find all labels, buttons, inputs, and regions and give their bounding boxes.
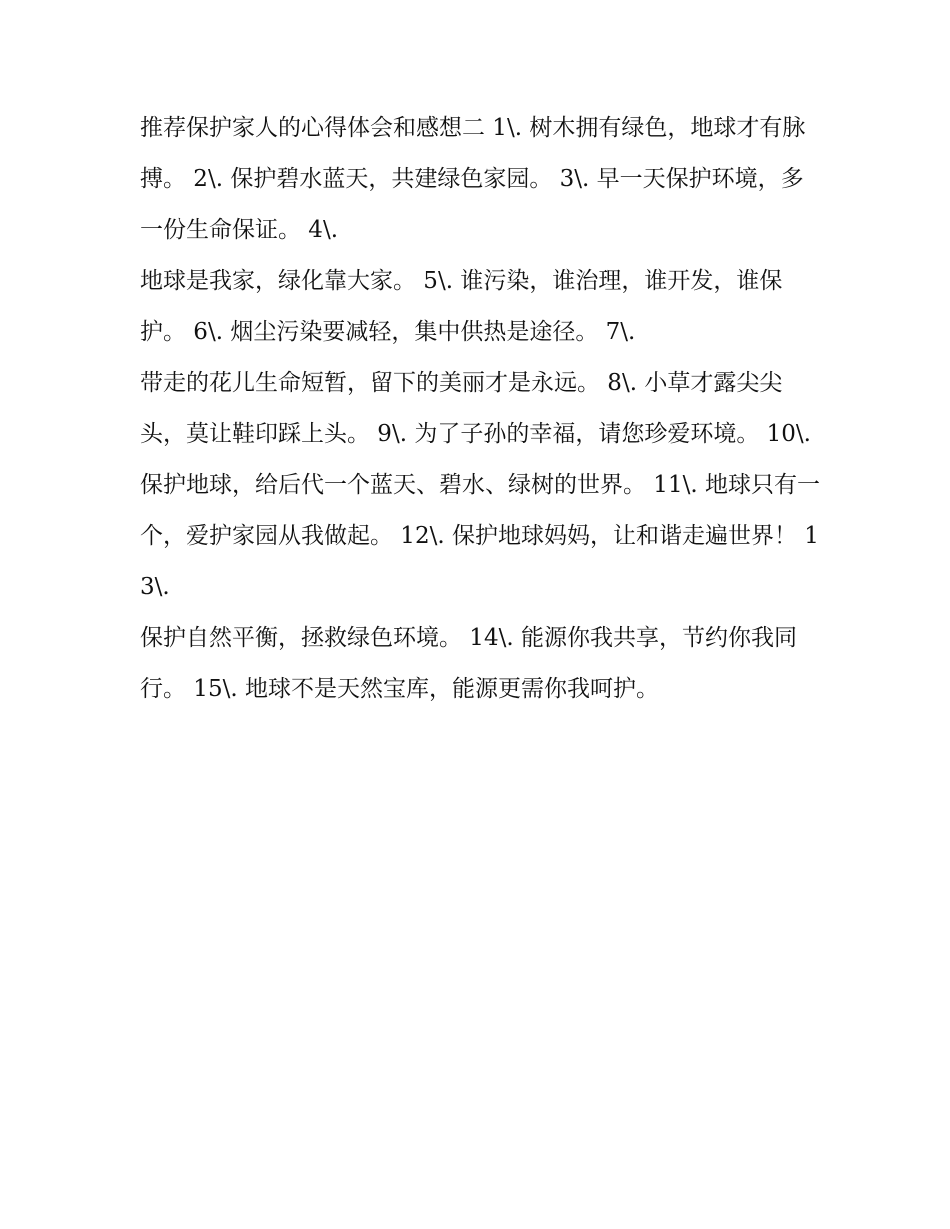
paragraph-2: 地球是我家，绿化靠大家。 5\. 谁污染，谁治理，谁开发，谁保护。 6\. 烟尘污染要减轻，集中供热是途径。 7\. [140, 268, 783, 345]
paragraph-4: 保护地球，给后代一个蓝天、碧水、绿树的世界。 11\. 地球只有一个，爱护家园从我做起。 12\. 保护地球妈妈，让和谐走遍世界！ 13\. [140, 472, 820, 600]
paragraph-3: 带走的花儿生命短暂，留下的美丽才是永远。 8\. 小草才露尖尖头，莫让鞋印踩上头。 9\. 为了子孙的幸福，请您珍爱环境。 10\. [140, 370, 811, 447]
paragraph-5: 保护自然平衡，拯救绿色环境。 14\. 能源你我共享，节约你我同行。 15\. 地球不是天然宝库，能源更需你我呵护。 [140, 625, 797, 702]
document-body [140, 103, 820, 715]
paragraph-1: 推荐保护家人的心得体会和感想二 1\. 树木拥有绿色，地球才有脉搏。 2\. 保护碧水蓝天，共建绿色家园。 3\. 早一天保护环境，多一份生命保证。 4\. [140, 115, 806, 243]
